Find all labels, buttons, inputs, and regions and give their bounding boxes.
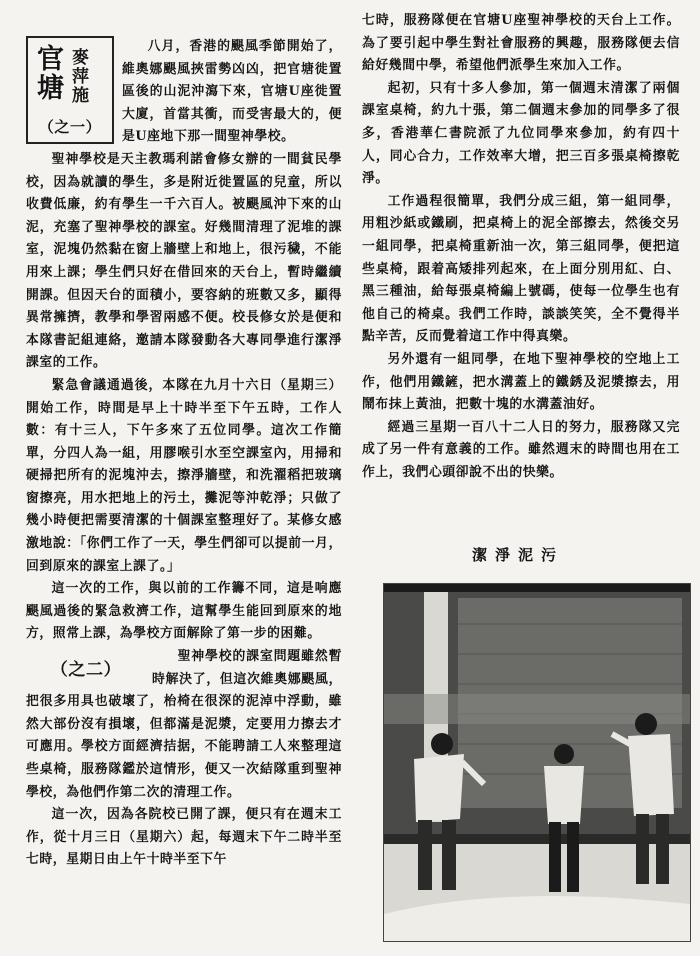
paragraph: 另外還有一組同學，在地下聖神學校的空地上工作，他們用鐵鏟，把水溝蓋上的鐵銹及泥漿擦去，用鬧布抹上黃油，把數十塊的水溝蓋油好。 <box>362 351 680 413</box>
part-two-label: （之二） <box>50 660 122 681</box>
right-column <box>362 10 680 484</box>
paragraph: 八月，香港的颶風季節開始了，維奧娜颶風挾雷勢凶凶，把官塘徙置區後的山泥沖瀉下來，官塘U座徙置大廈，首當其衝，而受害最大的，便是U座地下那一間聖神學校。 <box>122 39 342 145</box>
photo-caption: 潔淨泥污 <box>472 546 565 564</box>
photo <box>383 583 691 942</box>
photo-image <box>384 584 690 941</box>
part-one-label: （之一） <box>38 118 102 137</box>
paragraph: 聖神學校的課室問題雖然暫時解決了，但這次維奧娜颶風，把很多用具也破壞了，枱椅在很深的泥淖中浮動，雖然大部份沒有損壞，但都滿是泥漿，定要用力擦去才可應用。學校方面經濟拮据，不能聘請工人來整理這些桌椅，服務隊鑑於這情形，便又一次結隊重到聖神學校，為他們作第二次的清理工作。 <box>26 649 342 800</box>
article-author: 麥萍施 <box>68 48 88 105</box>
paragraph: 這一次的工作，與以前的工作籌不同，這是响應颶風過後的緊急救濟工作，這幫學生能回到原來的地方，照常上課，為學校方面解除了第一步的困難。 <box>26 581 342 642</box>
paragraph: 緊急會議通過後，本隊在九月十六日（星期三）開始工作，時間是早上十時半至下午五時，工作人數：有十三人，下午多來了五位同學。這次工作簡單，分四人為一組，用膠喉引水至空課室內，用掃和硬掃把所有的泥塊沖去，擦淨牆壁，和洗濯稻把玻璃窗擦亮，用水把地上的污土，攤泥等沖乾淨；只做了幾小時便把需要清潔的十個課室整理好了。某修女感激地說：「你們工作了一天，學生們卻可以提前一月，回到原來的課室上課了。」 <box>26 377 342 574</box>
ceiling-beam <box>384 584 690 592</box>
paragraph: 七時，服務隊便在官塘U座聖神學校的天台上工作。為了要引起中學生對社會服務的興趣，服務隊便去信給好幾間中學，希望他們派學生來加入工作。 <box>362 13 680 74</box>
article-title-box <box>26 36 114 144</box>
left-column <box>26 36 342 872</box>
paragraph: 起初，只有十多人參加，第一個週末清潔了兩個課室桌椅，約九十張，第二個週末參加的同學多了很多，香港華仁書院派了九位同學來參加，約有四十人，同心合力，工作效率大增，把三百多張桌椅擦乾淨。 <box>362 80 680 187</box>
paragraph: 工作過程很簡單，我們分成三組，第一組同學，用粗沙紙或鐵刷，把桌椅上的泥全部擦去，然後交另一組同學，把桌椅重新油一次，第三組同學，便把這些桌椅，跟着高矮排列起來，在上面分別用紅、白、黑三種油，給每張桌椅編上號碼，使每一位學生也有他自己的椅桌。我們工作時，談談笑笑，全不覺得半點辛苦，反而覺着這工作中得真樂。 <box>362 193 680 345</box>
paragraph: 經過三星期一百八十二人日的努力，服務隊又完成了另一件有意義的工作。雖然週末的時間也用在工作上，我們心頭卻說不出的快樂。 <box>362 419 680 480</box>
paragraph: 聖神學校是天主教瑪利諾會修女辦的一間貧民學校，因為就讀的學生，多是附近徙置區的兒童，所以收費低廉，約有學生一千六百人。被颶風沖下來的山泥，充塞了聖神學校的課室。好幾間清理了泥堆的課室，泥塊仍然黏在窗上牆壁上和地上，很污穢，不能用來上課；學生們只好在借回來的天台上，暫時繼續開課。但因天台的面積小，要容納的班數又多，顯得異常擁擠，教學和學習兩感不便。校長修女於是便和本隊書記組連絡，邀請本隊發動各大專同學進行潔淨課室的工作。 <box>26 151 342 371</box>
article-title: 官塘 <box>32 44 63 102</box>
paragraph: 這一次，因為各院校已開了課，便只有在週末工作，從十月三日（星期六）起，每週末下午二時半至七時，星期日由上午十時半至下午 <box>26 807 342 868</box>
